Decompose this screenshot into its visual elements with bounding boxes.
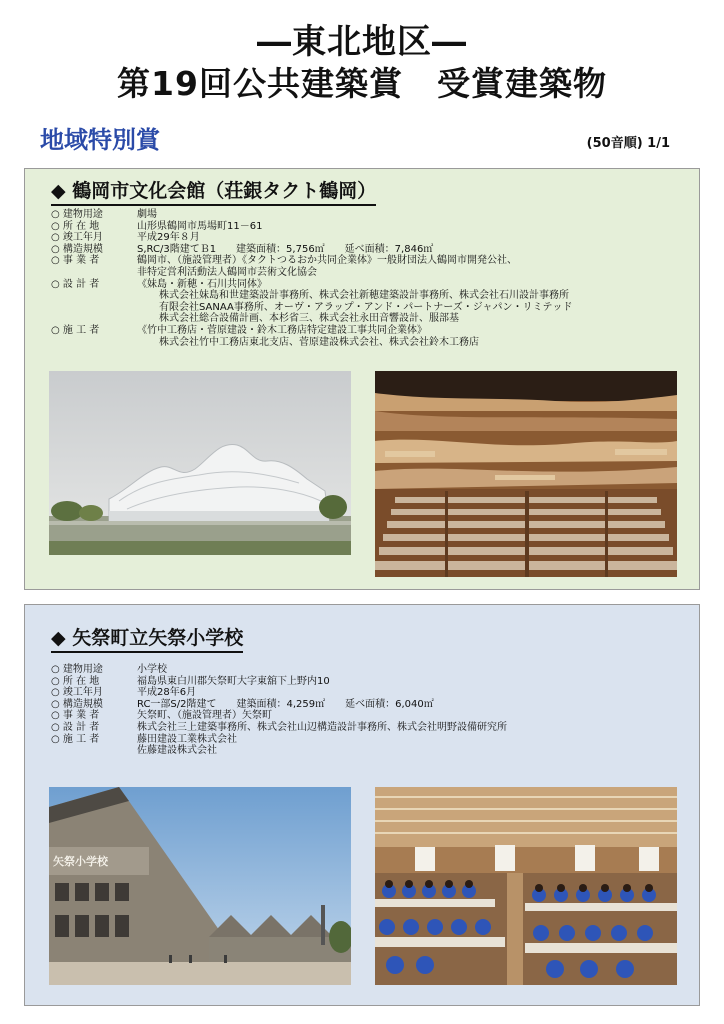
detail-value: 劇場 xyxy=(137,209,157,220)
detail-row xyxy=(51,267,573,279)
detail-label: ○ 設 計 者 xyxy=(51,721,100,733)
exterior-photo xyxy=(49,371,351,555)
designer-line: 株式会社妹島和世建築設計事務所、株式会社新穂建築設計事務所、株式会社石川設計事務所 xyxy=(159,290,569,302)
detail-row xyxy=(51,209,573,221)
detail-row xyxy=(51,710,507,722)
constructor-line: 株式会社竹中工務店東北支店、菅原建設株式会社、株式会社鈴木工務店 xyxy=(159,336,479,348)
detail-value: 矢祭町、（施設管理者）矢祭町 xyxy=(137,710,272,722)
detail-row xyxy=(51,664,507,676)
designer-line: 株式会社総合設備計画、本杉省三、株式会社永田音響設計、服部基 xyxy=(159,313,459,325)
page-title-region: ―東北地区― xyxy=(257,22,467,62)
order-note: (50音順) 1/1 xyxy=(586,136,670,151)
detail-label: ○ 事 業 者 xyxy=(51,255,100,267)
detail-value: 福島県東白川郡矢祭町大字東舘下上野内10 xyxy=(137,675,330,687)
detail-label: ○ 施 工 者 xyxy=(51,733,100,745)
building-details xyxy=(51,209,573,348)
detail-row xyxy=(51,232,573,244)
building-card-yamatsuri xyxy=(24,604,700,1006)
detail-row xyxy=(51,722,507,734)
building-details xyxy=(51,664,507,757)
detail-label: ○ 構造規模 xyxy=(51,243,103,255)
detail-value: 小学校 xyxy=(137,664,167,675)
detail-label: ○ 竣工年月 xyxy=(51,687,103,699)
building-name: ◆ 鶴岡市文化会館（荘銀タクト鶴岡） xyxy=(51,176,376,206)
award-category: 地域特別賞 xyxy=(40,126,160,154)
detail-value: 山形県鶴岡市馬場町11－61 xyxy=(137,220,263,232)
detail-label: ○ 建物用途 xyxy=(51,209,103,220)
detail-value: 株式会社三上建築事務所、株式会社山辺構造設計事務所、株式会社明野設備研究所 xyxy=(137,721,507,733)
detail-row xyxy=(51,221,573,233)
detail-label: ○ 構造規模 xyxy=(51,698,103,710)
detail-label: ○ 事 業 者 xyxy=(51,710,100,722)
detail-value: 平成29年８月 xyxy=(137,232,200,244)
detail-value: 藤田建設工業株式会社 xyxy=(137,733,237,745)
building-name: ◆ 矢祭町立矢祭小学校 xyxy=(51,623,243,653)
detail-label xyxy=(51,267,137,279)
detail-value: 非特定営利活動法人鶴岡市芸術文化協会 xyxy=(137,266,317,278)
detail-label: ○ 設 計 者 xyxy=(51,278,100,290)
detail-row xyxy=(51,687,507,699)
detail-row xyxy=(51,676,507,688)
detail-value: 《妹島・新穂・石川共同体》 xyxy=(137,278,267,290)
detail-label: ○ 所 在 地 xyxy=(51,675,100,687)
detail-value: S,RC/3階建てＢ1 建築面積：5,756㎡ 延べ面積：7,846㎡ xyxy=(137,243,434,255)
detail-row xyxy=(51,255,573,267)
detail-value: 鶴岡市、（施設管理者）《タクトつるおか共同企業体》一般財団法人鶴岡市開発公社、 xyxy=(137,255,517,267)
interior-photo xyxy=(375,371,677,577)
detail-value: 平成28年6月 xyxy=(137,687,197,699)
building-card-tsuruoka xyxy=(24,168,700,590)
detail-label: ○ 竣工年月 xyxy=(51,232,103,244)
detail-value: 《竹中工務店・菅原建設・鈴木工務店特定建設工事共同企業体》 xyxy=(137,324,427,336)
designer-line: 有限会社SANAA事務所、オーヴ・アラップ・アンド・パートナーズ・ジャパン・リミテッド xyxy=(159,301,573,313)
detail-row xyxy=(51,734,507,746)
detail-row xyxy=(51,699,507,711)
interior-photo xyxy=(375,787,677,985)
detail-label: ○ 建物用途 xyxy=(51,664,103,675)
school-sign: 矢祭小学校 xyxy=(53,855,108,868)
exterior-photo xyxy=(49,787,351,985)
page-title: 第19回公共建築賞 受賞建築物 xyxy=(117,64,607,103)
detail-label xyxy=(51,745,137,757)
detail-value: 佐藤建設株式会社 xyxy=(137,745,217,757)
detail-row xyxy=(51,745,507,757)
detail-label: ○ 施 工 者 xyxy=(51,324,100,336)
detail-value: RC一部S/2階建て 建築面積：4,259㎡ 延べ面積：6,040㎡ xyxy=(137,698,434,710)
detail-row xyxy=(51,244,573,256)
detail-row xyxy=(51,279,573,291)
detail-label: ○ 所 在 地 xyxy=(51,220,100,232)
detail-row xyxy=(51,325,573,337)
